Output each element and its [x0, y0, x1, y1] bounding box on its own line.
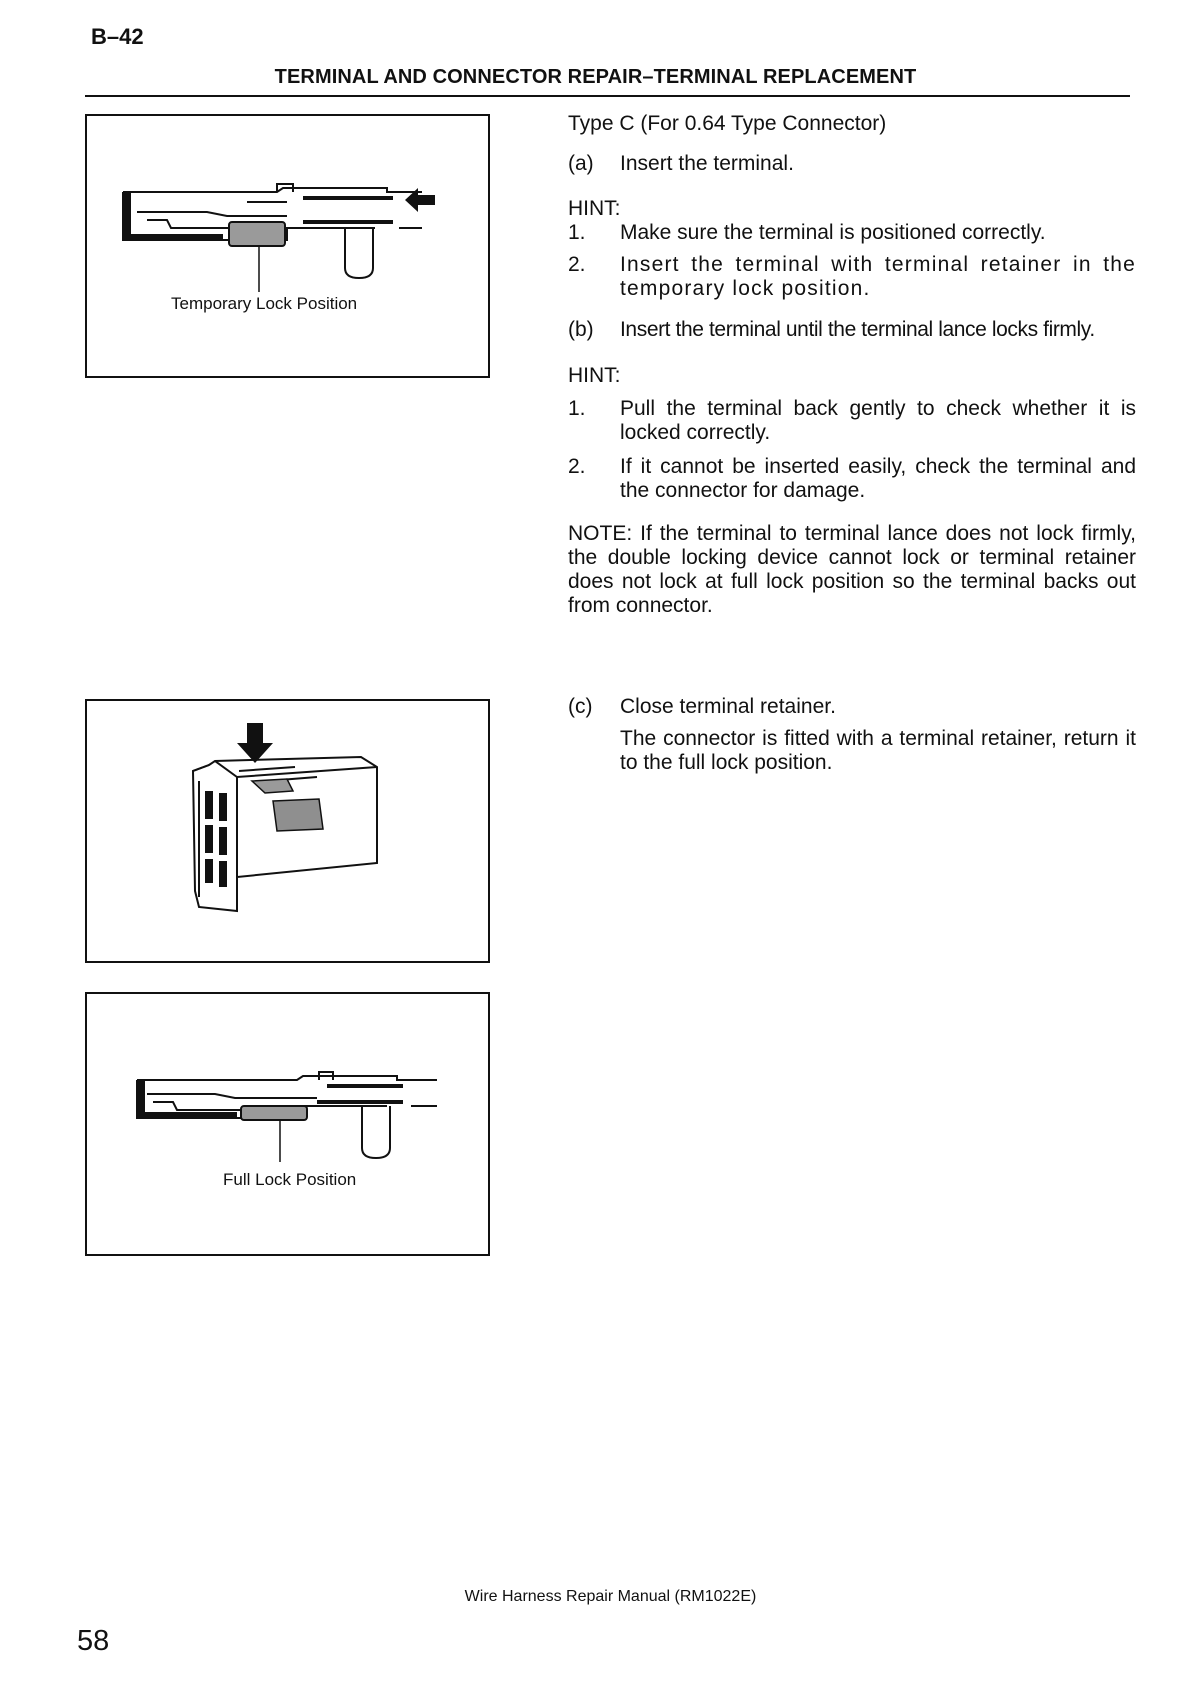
- hint-1-item-1: [568, 221, 1136, 245]
- step-c-text: Close terminal retainer.: [620, 695, 836, 718]
- step-c-detail-block: [568, 727, 1136, 775]
- step-b-marker: (b): [568, 318, 594, 341]
- page-code: B–42: [91, 24, 144, 49]
- type-heading: Type C (For 0.64 Type Connector): [568, 112, 887, 135]
- step-c: [568, 695, 1136, 719]
- note-paragraph: NOTE: If the terminal to terminal lance does not lock firmly, the double locking device cannot lock or terminal retainer does not lock at full lock position so the terminal backs out from connector.: [568, 522, 1136, 617]
- hint-1-item-1-text: Make sure the terminal is positioned correctly.: [620, 221, 1046, 244]
- hint-1-item-2: [568, 253, 1136, 301]
- temporary-lock-caption: Temporary Lock Position: [171, 294, 358, 313]
- full-lock-caption: Full Lock Position: [223, 1170, 357, 1189]
- step-c-detail: The connector is fitted with a terminal retainer, return it to the full lock position.: [620, 727, 1136, 774]
- hint-1-item-2-num: 2.: [568, 253, 586, 276]
- hint-1-item-1-num: 1.: [568, 221, 586, 244]
- terminal-full-lock-illustration: [87, 994, 488, 1254]
- step-a-text: Insert the terminal.: [620, 152, 794, 175]
- step-a: [568, 152, 1136, 176]
- hint-2-item-1: [568, 397, 1136, 445]
- hint-2-item-1-text: Pull the terminal back gently to check whether it is locked correctly.: [620, 397, 1136, 444]
- hint-2-item-2-text: If it cannot be inserted easily, check the terminal and the connector for damage.: [620, 455, 1136, 502]
- figure-temporary-lock: [85, 114, 490, 378]
- step-a-marker: (a): [568, 152, 594, 175]
- page-number: 58: [77, 1625, 110, 1657]
- step-c-marker: (c): [568, 695, 593, 718]
- hint-2-item-2-num: 2.: [568, 455, 586, 478]
- hint-2-item-2: [568, 455, 1136, 503]
- step-b: [568, 318, 1136, 342]
- title-rule: [85, 95, 1130, 97]
- hint-1-item-2-text: Insert the terminal with terminal retainer in the temporary lock position.: [620, 253, 1136, 300]
- figure-full-lock: [85, 992, 490, 1256]
- terminal-temporary-lock-illustration: [87, 116, 488, 376]
- step-b-text: Insert the terminal until the terminal lance locks firmly.: [620, 318, 1095, 341]
- section-title: TERMINAL AND CONNECTOR REPAIR–TERMINAL REPLACEMENT: [274, 66, 917, 88]
- hint-1-label: HINT:: [568, 197, 621, 220]
- figure-connector: [85, 699, 490, 963]
- connector-retainer-illustration: [87, 701, 488, 961]
- manual-reference: Wire Harness Repair Manual (RM1022E): [464, 1588, 757, 1605]
- hint-2-item-1-num: 1.: [568, 397, 586, 420]
- hint-2-label: HINT:: [568, 364, 621, 387]
